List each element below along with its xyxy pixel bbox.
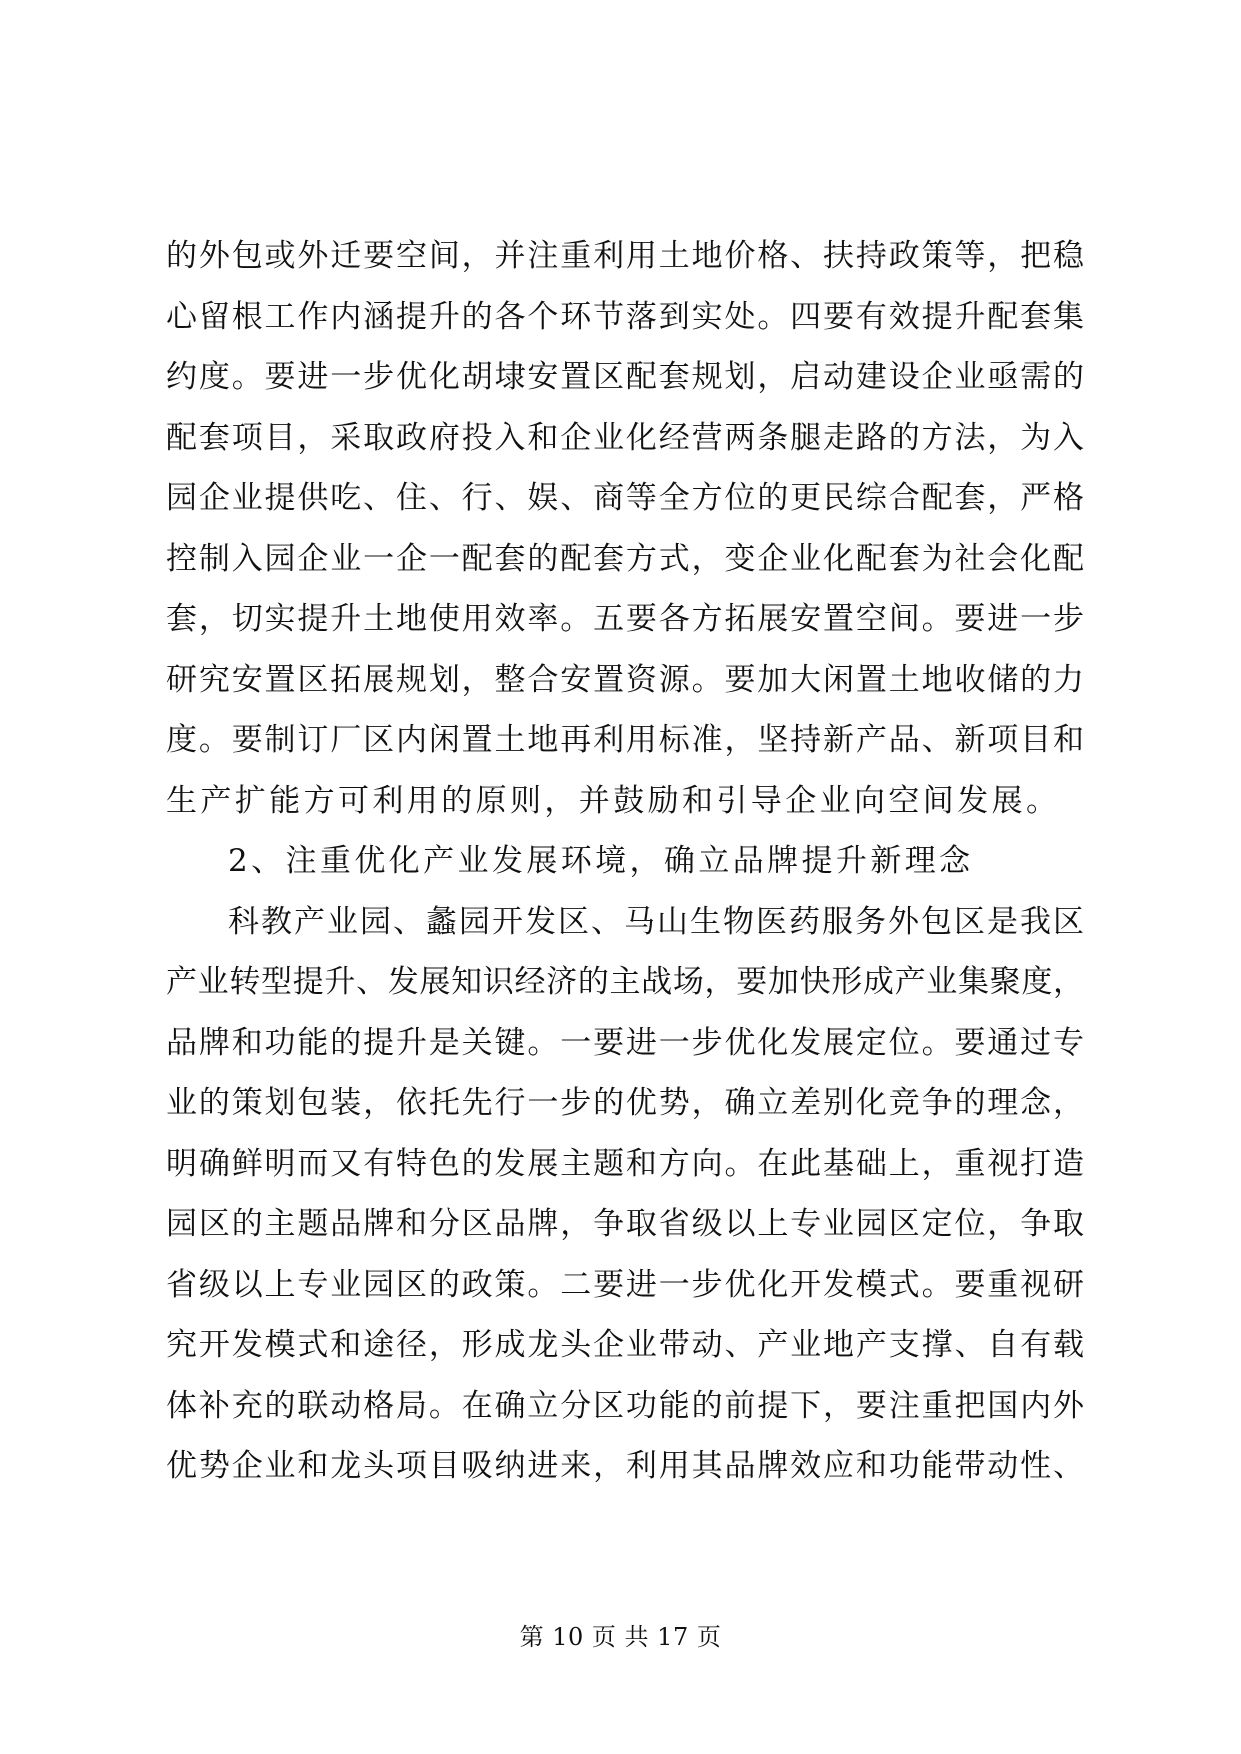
text-line: 省级以上专业园区的政策。二要进一步优化开发模式。要重视研 [166,1266,1084,1303]
text-line: 优势企业和龙头项目吸纳进来，利用其品牌效应和功能带动性、 [166,1448,1084,1484]
text-line: 控制入园企业一企一配套的配套方式，变企业化配套为社会化配 [166,540,1084,577]
section-heading: 2、注重优化产业发展环境，确立品牌提升新理念 [228,843,974,879]
text-line: 科教产业园、蠡园开发区、马山生物医药服务外包区是我区 [228,903,1084,940]
text-line: 的外包或外迁要空间，并注重利用土地价格、扶持政策等，把稳 [166,238,1084,274]
text-line: 研究安置区拓展规划，整合安置资源。要加大闲置土地收储的力 [166,661,1084,698]
text-line: 约度。要进一步优化胡埭安置区配套规划，启动建设企业亟需的 [166,359,1084,395]
text-line: 套，切实提升土地使用效率。五要各方拓展安置空间。要进一步 [166,601,1084,637]
text-line: 究开发模式和途径，形成龙头企业带动、产业地产支撑、自有载 [166,1327,1084,1363]
text-line: 度。要制订厂区内闲置土地再利用标准，坚持新产品、新项目和 [166,722,1084,758]
body-text [166,226,1084,1497]
text-line: 业的策划包装，依托先行一步的优势，确立差别化竞争的理念， [166,1085,1084,1121]
text-line: 心留根工作内涵提升的各个环节落到实处。四要有效提升配套集 [166,298,1084,335]
text-line: 生产扩能方可利用的原则，并鼓励和引导企业向空间发展。 [166,782,1061,819]
text-line: 产业转型提升、发展知识经济的主战场，要加快形成产业集聚度， [166,964,1084,1000]
text-line: 体补充的联动格局。在确立分区功能的前提下，要注重把国内外 [166,1387,1084,1424]
text-line: 明确鲜明而又有特色的发展主题和方向。在此基础上，重视打造 [166,1145,1084,1182]
text-line: 园区的主题品牌和分区品牌，争取省级以上专业园区定位，争取 [166,1206,1084,1242]
text-line: 品牌和功能的提升是关键。一要进一步优化发展定位。要通过专 [166,1024,1084,1061]
text-line: 园企业提供吃、住、行、娱、商等全方位的更民综合配套，严格 [166,480,1084,516]
page-number-footer: 第 10 页 共 17 页 [519,1623,722,1651]
text-line: 配套项目，采取政府投入和企业化经营两条腿走路的方法，为入 [166,419,1084,456]
